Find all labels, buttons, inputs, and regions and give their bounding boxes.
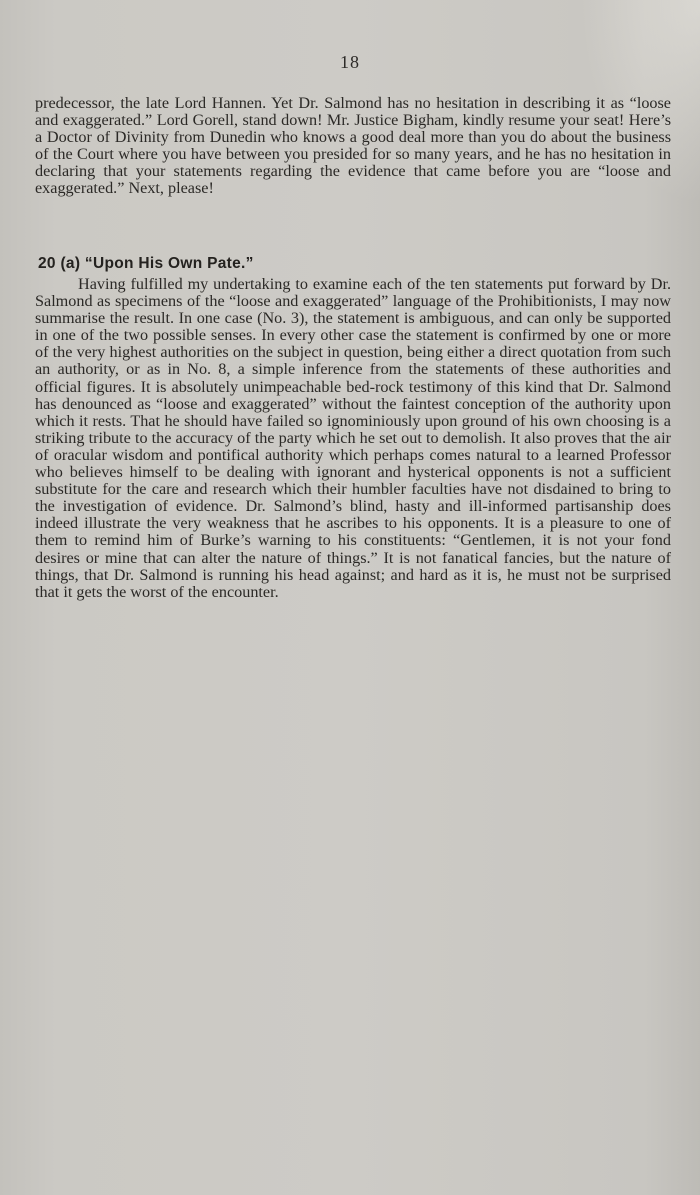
section-heading: 20 (a) “Upon His Own Pate.” <box>38 255 254 272</box>
page-number: 18 <box>340 52 360 72</box>
section-paragraph: Having fulfilled my undertaking to examine each of the ten statements put forward by Dr. Salmond as specimens of the “loose and exaggerated” language of the Prohibitionists, I may now summarise the result. In one case (No. 3), the statement is ambiguous, and can only be supported in one of the two possible senses. In every other case the statement is confirmed by one or more of the very highest authorities on the subject in question, being either a direct quotation from such an authority, or as in No. 8, a simple inference from the statements of these authorities and official figures. It is absolutely unimpeachable bed-rock testimony of this kind that Dr. Salmond has denounced as “loose and exaggerated” without the faintest conception of the authority upon which it rests. That he should have failed so ignominiously upon ground of his own choosing is a striking tribute to the accuracy of the party which he set out to demolish. It also proves that the air of oracular wisdom and pontifical authority which perhaps comes natural to a learned Professor who believes himself to be dealing with ignorant and hysterical opponents is not a sufficient substitute for the care and research which their humbler faculties have not disdained to bring to the investigation of evidence. Dr. Salmond’s blind, hasty and ill-informed partisanship does indeed illustrate the very weakness that he ascribes to his opponents. It is a pleasure to one of them to remind him of Burke’s warning to his constituents: “Gentlemen, it is not your fond desires or mine that can alter the nature of things.” It is not fanatical fancies, but the nature of things, that Dr. Salmond is running his head against; and hard as it is, he must not be surprised that it gets the worst of the encounter. <box>35 275 671 601</box>
continuation-paragraph: predecessor, the late Lord Hannen. Yet Dr. Salmond has no hesitation in describing it as “loose and exaggerated.” Lord Gorell, stand down! Mr. Justice Bigham, kindly resume your seat! Here’s a Doctor of Divinity from Dunedin who knows a good deal more than you do about the business of the Court where you have between you presided for so many years, and he has no hesitation in declaring that your statements regarding the evidence that came before you are “loose and exaggerated.” Next, please! <box>35 94 671 198</box>
section-paragraph-block <box>35 276 671 601</box>
continuation-paragraph-block <box>35 95 671 198</box>
